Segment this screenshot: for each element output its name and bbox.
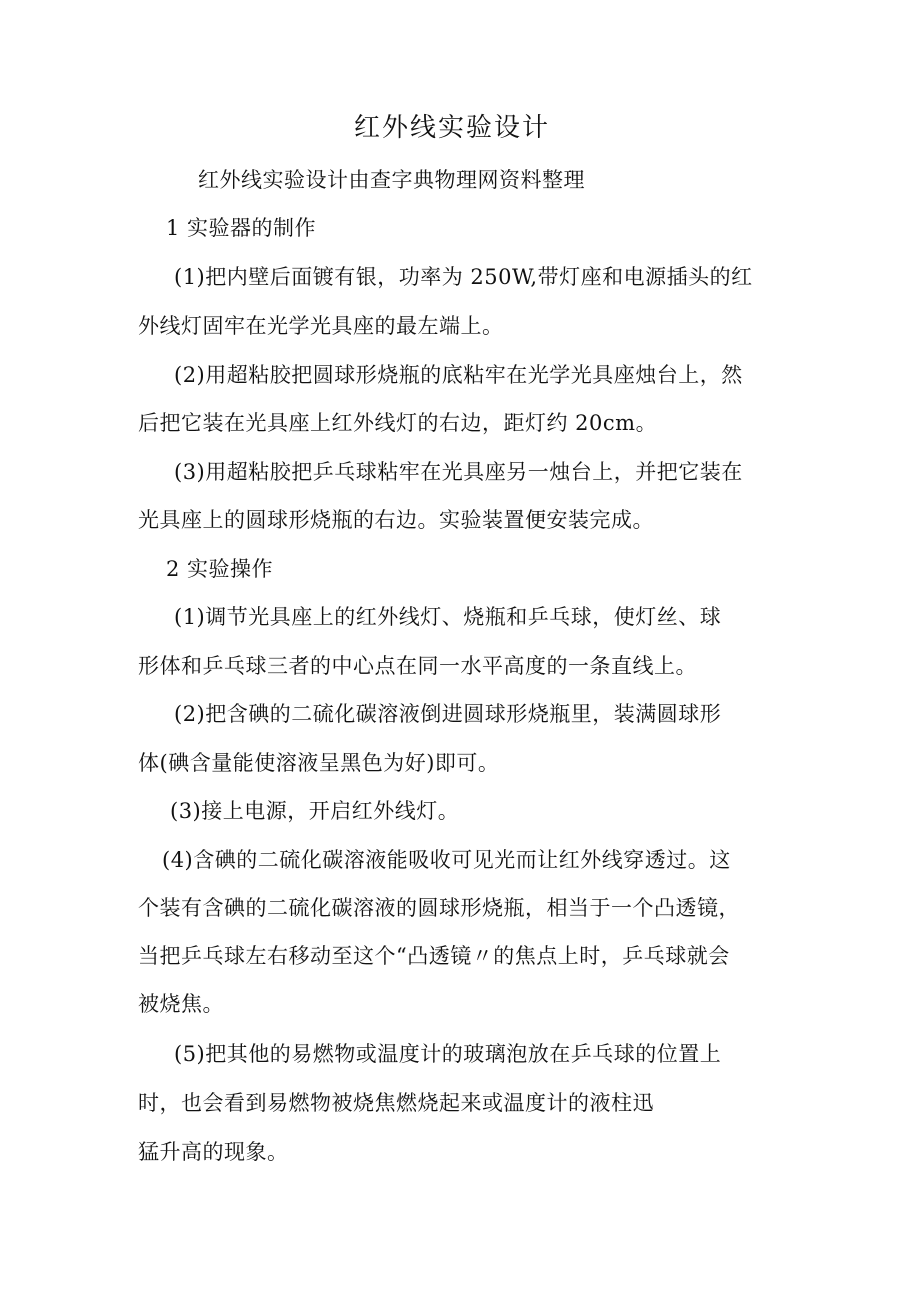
paragraph-line: 个装有含碘的二硫化碳溶液的圆球形烧瓶，相当于一个凸透镜， xyxy=(138,896,740,920)
paragraph-line: (3)接上电源，开启红外线灯。 xyxy=(170,799,460,823)
paragraph-line: (2)把含碘的二硫化碳溶液倒进圆球形烧瓶里，装满圆球形 xyxy=(174,702,722,726)
paragraph-line: 形体和乒乓球三者的中心点在同一水平高度的一条直线上。 xyxy=(138,654,697,678)
section-heading: 2 实验操作 xyxy=(166,557,274,581)
intro-line: 红外线实验设计由查字典物理网资料整理 xyxy=(198,168,585,192)
paragraph-line: (3)用超粘胶把乒乓球粘牢在光具座另一烛台上，并把它装在 xyxy=(174,460,743,484)
paragraph-line: 体(碘含量能使溶液呈黑色为好)即可。 xyxy=(138,751,500,775)
paragraph-line: (1)把内壁后面镀有银，功率为 250W,带灯座和电源插头的红 xyxy=(174,265,753,289)
paragraph-line: (5)把其他的易燃物或温度计的玻璃泡放在乒乓球的位置上 xyxy=(174,1042,722,1066)
paragraph-line: 被烧焦。 xyxy=(138,992,224,1016)
paragraph-line: (2)用超粘胶把圆球形烧瓶的底粘牢在光学光具座烛台上，然 xyxy=(174,363,743,387)
paragraph-line: 当把乒乓球左右移动至这个“凸透镜〃的焦点上时，乒乓球就会 xyxy=(138,944,730,968)
paragraph-line: 后把它装在光具座上红外线灯的右边，距灯约 20cm。 xyxy=(138,411,658,435)
paragraph-line: 光具座上的圆球形烧瓶的右边。实验装置便安装完成。 xyxy=(138,508,654,532)
paragraph-line: 外线灯固牢在光学光具座的最左端上。 xyxy=(138,314,504,338)
paragraph-line: 猛升高的现象。 xyxy=(138,1140,289,1164)
paragraph-line: (1)调节光具座上的红外线灯、烧瓶和乒乓球，使灯丝、球 xyxy=(174,605,722,629)
section-heading: 1 实验器的制作 xyxy=(166,216,317,240)
paragraph-line: 时，也会看到易燃物被烧焦燃烧起来或温度计的液柱迅 xyxy=(138,1091,654,1115)
page-title: 红外线实验设计 xyxy=(354,113,551,143)
paragraph-line: (4)含碘的二硫化碳溶液能吸收可见光而让红外线穿透过。这 xyxy=(162,848,731,872)
